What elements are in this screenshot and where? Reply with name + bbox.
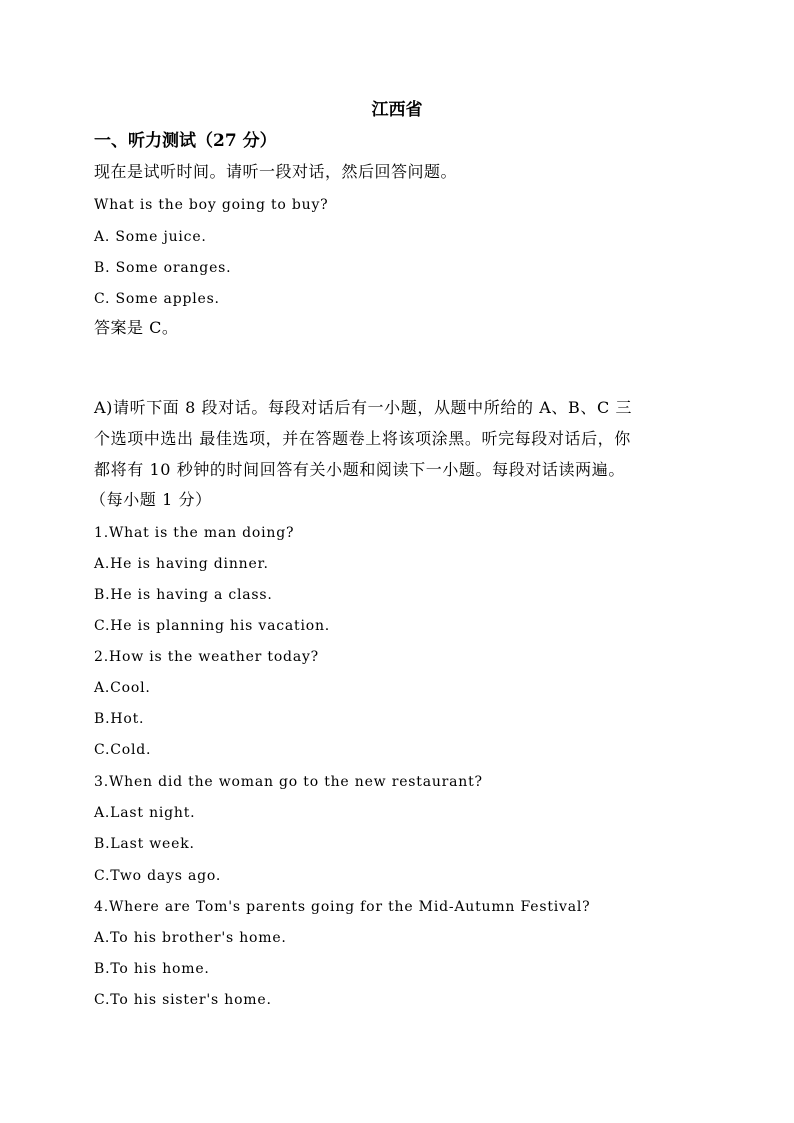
page-title: 江西省 xyxy=(371,100,423,120)
question-4-option-a: A.To his brother's home. xyxy=(94,930,287,946)
practice-option-b: B. Some oranges. xyxy=(94,260,232,276)
question-1-option-b: B.He is having a class. xyxy=(94,587,273,603)
part-a-instruction-line-3: 都将有 10 秒钟的时间回答有关小题和阅读下一小题。每段对话读两遍。 xyxy=(94,460,625,479)
practice-question: What is the boy going to buy? xyxy=(94,197,329,213)
question-3-option-b: B.Last week. xyxy=(94,836,195,852)
question-2-option-c: C.Cold. xyxy=(94,742,152,758)
question-1-option-c: C.He is planning his vacation. xyxy=(94,618,331,634)
question-1: 1.What is the man doing? xyxy=(94,525,295,541)
question-2: 2.How is the weather today? xyxy=(94,649,319,665)
question-3-option-c: C.Two days ago. xyxy=(94,868,222,884)
question-2-option-b: B.Hot. xyxy=(94,711,145,727)
question-4-option-b: B.To his home. xyxy=(94,961,210,977)
question-3: 3.When did the woman go to the new restaurant? xyxy=(94,774,483,790)
question-2-option-a: A.Cool. xyxy=(94,680,151,696)
question-1-option-a: A.He is having dinner. xyxy=(94,556,269,572)
question-4-option-c: C.To his sister's home. xyxy=(94,992,272,1008)
practice-instruction: 现在是试听时间。请听一段对话，然后回答问题。 xyxy=(94,162,458,181)
practice-option-a: A. Some juice. xyxy=(94,229,207,245)
practice-option-c: C. Some apples. xyxy=(94,291,220,307)
part-a-instruction-line-1: A)请听下面 8 段对话。每段对话后有一小题，从题中所给的 A、B、C 三 xyxy=(94,398,633,417)
question-3-option-a: A.Last night. xyxy=(94,805,196,821)
part-a-instruction-line-2: 个选项中选出 最佳选项，并在答题卷上将该项涂黑。听完每段对话后，你 xyxy=(94,429,631,448)
part-a-instruction-line-4: （每小题 1 分） xyxy=(90,490,212,509)
question-4: 4.Where are Tom's parents going for the Mid-Autumn Festival? xyxy=(94,899,591,915)
section-heading: 一、听力测试（27 分） xyxy=(94,131,277,151)
practice-answer: 答案是 C。 xyxy=(94,318,179,337)
